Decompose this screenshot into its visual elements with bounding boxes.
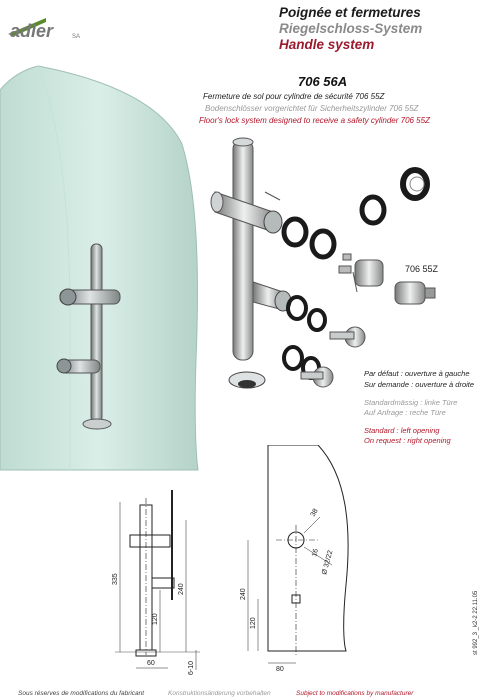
cylinder-label: 706 55Z [405,264,439,274]
product-code: 706 56A [298,74,348,89]
dim-base: 6-10 [188,660,195,675]
dim-d1: 16 [311,548,320,558]
logo-icon [6,12,88,42]
handle-rod [91,244,102,422]
dim-lower: 120 [152,613,159,625]
description-en: Floor's lock system designed to receive a safety cylinder 706 55Z [199,116,430,125]
option-en-default: Standard : left opening [364,426,440,435]
svg-text:SA: SA [72,34,81,40]
door-outline [268,445,348,651]
dim-upper: 240 [178,583,185,595]
description-de: Bodenschlösser vorgerichtet für Sicherheitszylinder 706 55Z [205,104,419,113]
footer-fr: Sous réserves de modifications du fabricant [18,690,145,697]
technical-drawing-front [228,445,358,673]
dim-d2: Ø 32/22 [321,549,335,576]
dim-height: 240 [240,588,247,600]
glass-door-illustration [0,60,215,480]
technical-drawing-side [100,480,220,680]
option-fr-request: Sur demande : ouverture à droite [364,380,475,389]
option-de-default: Standardmässig : linke Türe [364,398,458,407]
title-fr: Poignée et fermetures [279,5,421,20]
dim-lower-right: 120 [250,617,257,629]
title-en: Handle system [279,37,375,52]
option-en-request: On request : right opening [364,436,451,445]
footer-de: Konstruktionsänderung vorbehalten [168,690,271,697]
title-de: Riegelschloss-System [279,21,423,36]
reference-code: st 992_3 _k2-2 22.11.05 [473,590,479,655]
dim-width-right: 80 [276,666,284,673]
svg-text:adler: adler [10,21,54,41]
dim-total: 335 [112,573,119,585]
lock-bar [233,140,253,360]
option-fr-default: Par défaut : ouverture à gauche [364,369,470,378]
dim-hole-small: 38 [309,507,320,518]
option-de-request: Auf Anfrage : reche Türe [364,408,446,417]
dim-width: 60 [147,660,155,667]
description-fr: Fermeture de sol pour cylindre de sécurité 706 55Z [203,92,385,101]
brand-logo [6,12,88,42]
footer-en: Subject to modifications by manufacturer [296,690,414,697]
